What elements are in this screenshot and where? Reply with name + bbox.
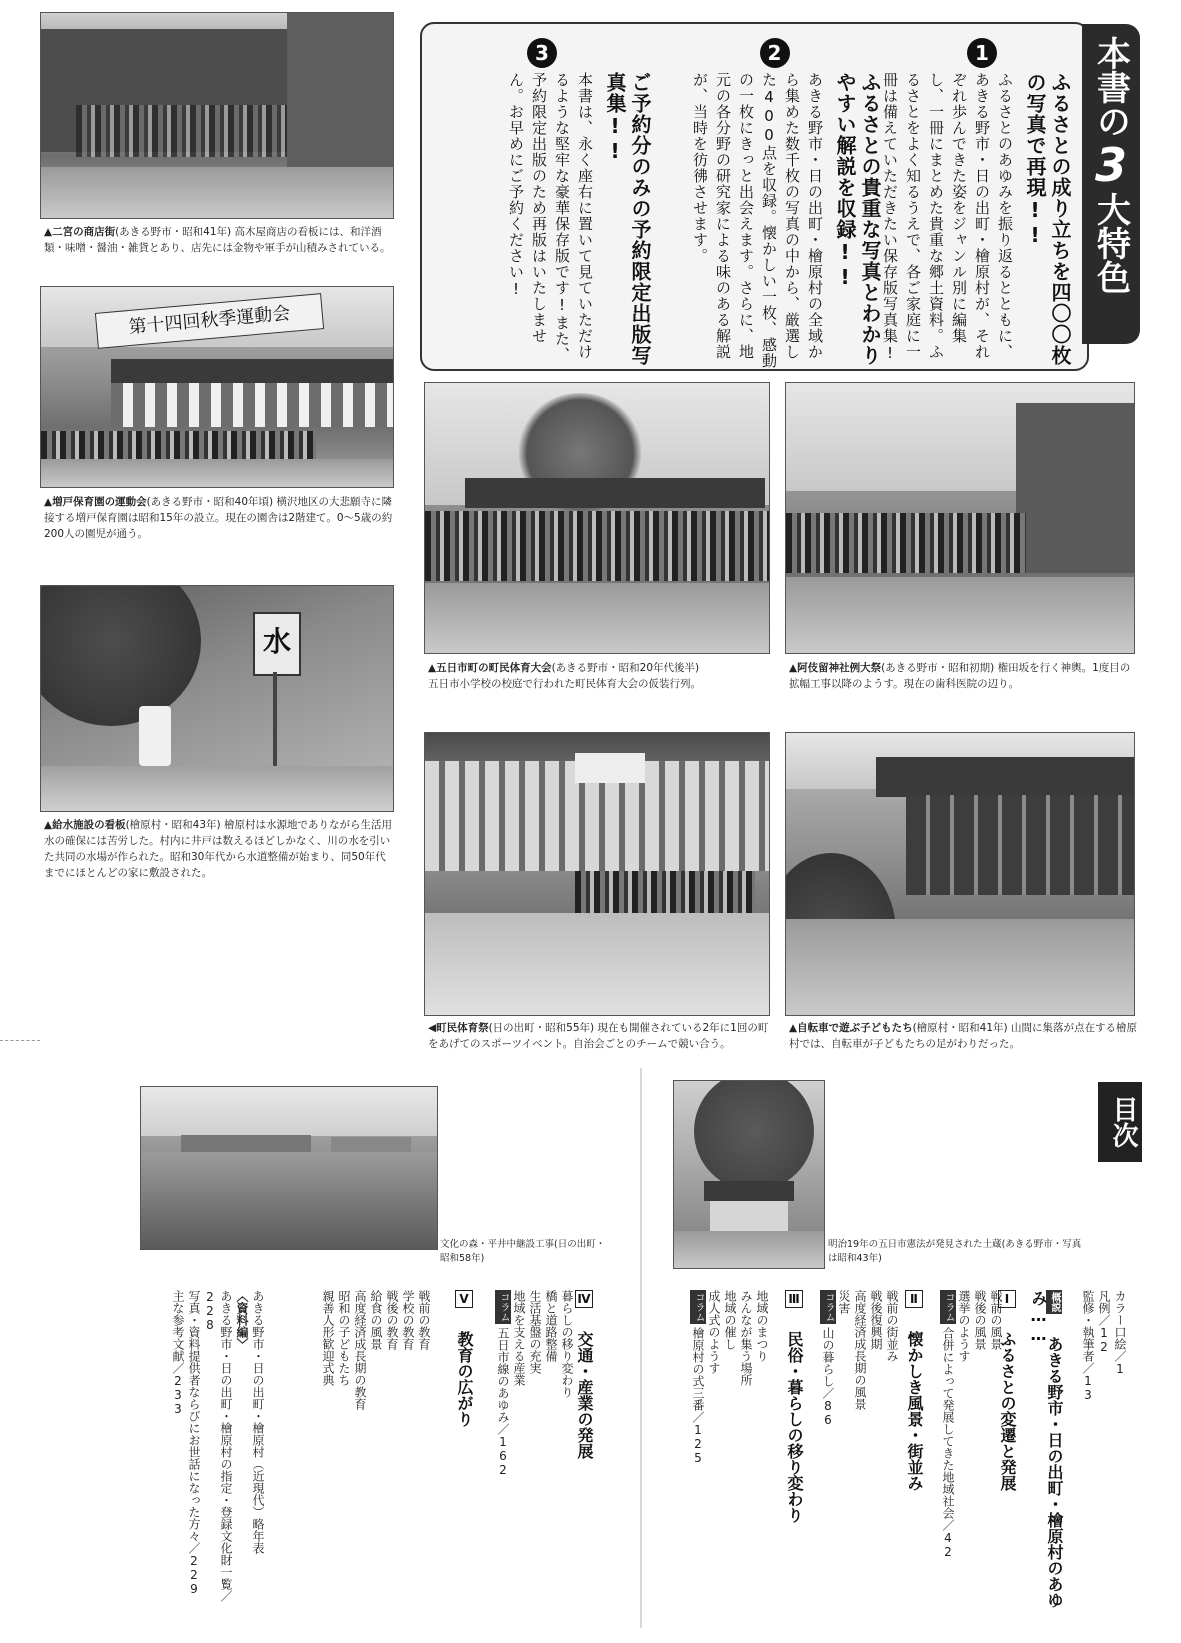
toc-chapter-1-items: 戦前の風景 戦後の風景 選挙のようす コラム合併によって発展してきた地域社会／42 (941, 1290, 1003, 1559)
photo-children-bicycles (785, 732, 1135, 1016)
caption-photo-1: ▲二宮の商店街(あきる野市・昭和41年) 高木屋商店の看板には、和洋酒類・味噌・醤油・雑貨とあり、店先には金物や軍手が山積みされている。 (44, 226, 391, 254)
toc-chapter-3: Ⅲ 民俗・暮らしの移り変わり (785, 1292, 804, 1523)
water-sign: 水 (253, 612, 301, 676)
spread-gutter (640, 1068, 642, 1628)
scan-mark (0, 1040, 40, 1041)
photo-itsukaichi-athletic-meet (424, 382, 770, 654)
toc-chapter-3-items: 地域のまつり みんなが集う場所 地域の催し 成人式のようす コラム檜原村の式三番／125 (691, 1290, 769, 1465)
caption-photo-7: ▲自転車で遊ぶ子どもたち(檜原村・昭和41年) 山間に集落が点在する檜原村では、自転車が子どもたちの足がわりだった。 (789, 1022, 1137, 1050)
toc-photo-caption-right: 明治19年の五日市憲法が発見された土蔵(あきる野市・写真は昭和43年) (828, 1239, 1082, 1264)
caption-photo-3: ▲給水施設の看板(檜原村・昭和43年) 檜原村は水源地でありながら生活用水の確保には苦労した。村内に井戸は数えるほどしかなく、川の水を引いた共同の水場が作られた。昭和30年代から水道整備が始まり、同50年代までにほとんどの家に敷設された。 (44, 819, 392, 879)
toc-heading: 目次 (1098, 1082, 1142, 1162)
toc-front-matter: カラー口絵／1 凡例／12 監修・執筆者／13 (1081, 1290, 1127, 1402)
caption-photo-4: ▲五日市町の町民体育大会(あきる野市・昭和20年代後半) 五日市小学校の校庭で行われた町民体育大会の仮装行列。 (428, 662, 701, 690)
caption-photo-5: ▲阿伎留神社例大祭(あきる野市・昭和初期) 権田坂を行く神輿。1度目の拡幅工事以降のようす。現在の歯科医院の辺り。 (789, 662, 1131, 690)
photo-akiru-shrine-festival (785, 382, 1135, 654)
toc-overview: 概説 あきる野市・日の出町・檜原村のあゆみ…… (1029, 1290, 1064, 1608)
toc-chapter-2-items: 戦前の街並み 戦後復興期 高度経済成長期の風景 災害 コラム山の暮らし／86 (821, 1290, 899, 1427)
feature-2: 2 ふるさとの貴重な写真とわかりやすい解説を収録!! あきる野市・日の出町・檜原村の全域から集めた数千枚の写真の中から、厳選した400点を収録。懐かしい一枚、感動の一枚にきっと出会えます。さらに、地元の各分野の研究家による味のある解説が、当時を彷彿させます。 (667, 38, 882, 392)
toc-chapter-5-items: 戦前の教育 学校の教育 戦後の教育 給食の風景 高度経済成長期の教育 昭和の子どもたち 親善人形歓迎式典 (321, 1290, 431, 1410)
toc-chapter-1: Ⅰ ふるさとの変遷と発展 (998, 1292, 1017, 1491)
caption-photo-6: ◀町民体育祭(日の出町・昭和55年) 現在も開催されている2年に1回の町をあげてのスポーツイベント。自治会ごとのチームで競い合う。 (428, 1022, 769, 1050)
photo-itsukaichi-storehouse (673, 1080, 825, 1269)
main-title-banner (1082, 24, 1140, 344)
main-title-top: 本書の (1090, 36, 1131, 138)
features-panel (420, 22, 1089, 371)
main-title-bottom: 大特色 (1090, 192, 1131, 294)
toc-appendix: あきる野市・日の出町・檜原村（近現代）略年表 〈資料編〉 あきる野市・日の出町・檜原村の指定・登録文化財一覧／228 写真・資料提供者ならびにお世話になった方々／229 主な参考文献／233 (171, 1290, 265, 1602)
photo-ninomiya-shopping-street (40, 12, 394, 219)
photo-masuko-nursery-sports-day (40, 286, 394, 488)
toc-chapter-5: Ⅴ 教育の広がり (455, 1292, 474, 1427)
toc-photo-caption-left: 文化の森・平井中継設工事(日の出町・昭和58年) (440, 1239, 606, 1264)
banner-sports-day: 第十四回秋季運動会 (95, 293, 324, 349)
photo-bunka-no-mori-construction (140, 1086, 438, 1250)
toc-chapter-4-items: 暮らしの移り変わり 橋と道路整備 生活基盤の充実 地域を支える産業 コラム五日市線のあゆみ／162 (496, 1290, 574, 1477)
main-title-number: 3 (1084, 138, 1138, 192)
toc-chapter-2: Ⅱ 懐かしき風景・街並み (905, 1292, 924, 1491)
caption-photo-2: ▲増戸保育園の運動会(あきる野市・昭和40年頃) 横沢地区の大悲願寺に隣接する増戸保育園は昭和15年の設立。現在の園舎は2階建て。0～5歳の約200人の園児が通う。 (44, 496, 393, 540)
feature-1: 1 ふるさとの成り立ちを四〇〇枚の写真で再現!! ふるさとのあゆみを振り返るとともに、あきる野市・日の出町・檜原村が、それぞれ歩んできた姿をジャンル別に編集し、一冊にまとめた貴重な郷土資料。ふるさとをよく知るうえで、各ご家庭に一冊は備えていただきたい保存版写真集! (892, 38, 1072, 392)
photo-water-facility-sign (40, 585, 394, 812)
toc-chapter-4: Ⅳ 交通・産業の発展 (575, 1292, 594, 1459)
photo-town-sports-festival (424, 732, 770, 1016)
feature-3: 3 ご予約分のみの予約限定出版写真集!! 本書は、永く座右に置いて見ていただけるような堅牢な豪華保存版です!また、予約限定出版のため再版はいたしません。お早めにご予約ください! (432, 38, 652, 392)
